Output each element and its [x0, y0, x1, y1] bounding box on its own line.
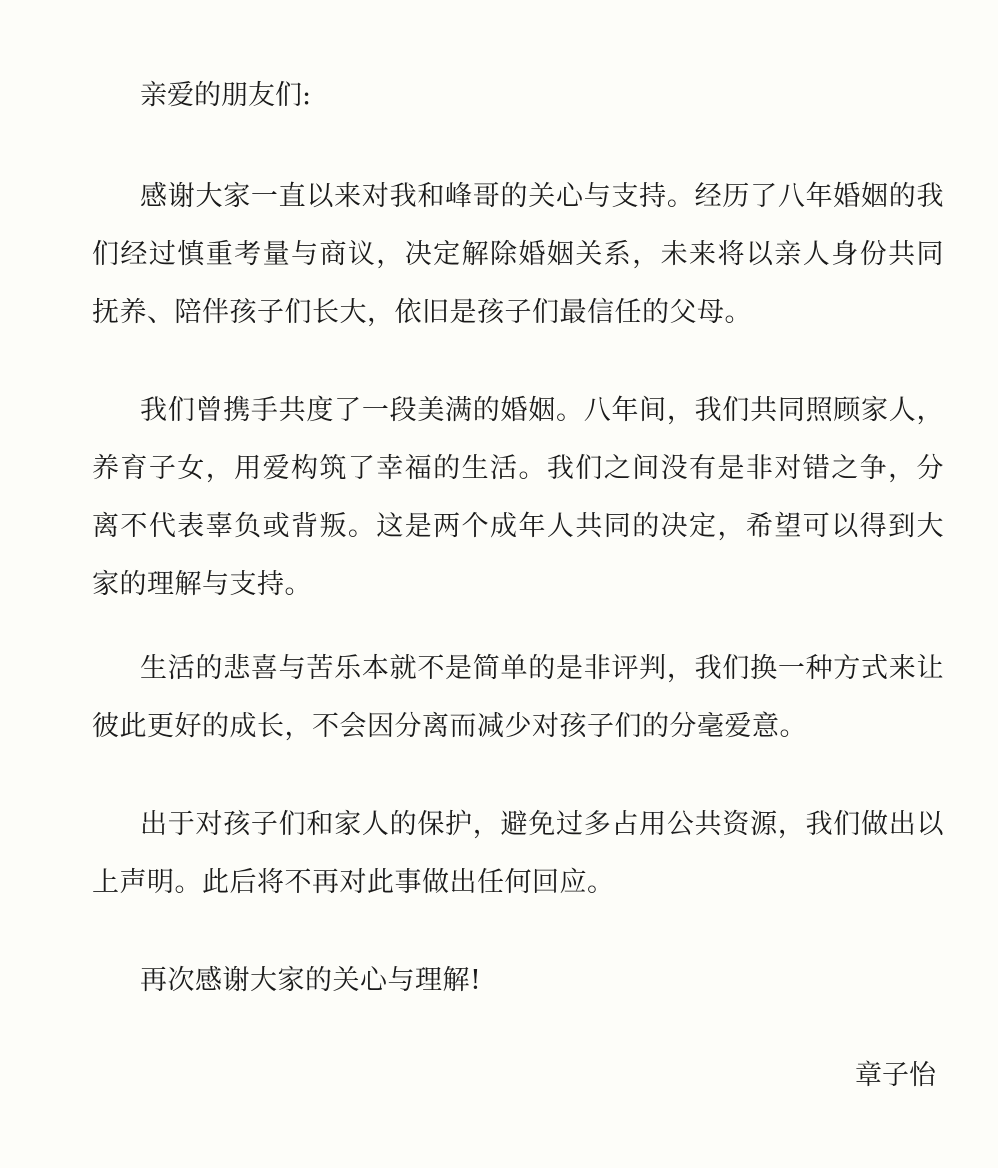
paragraph-1: 感谢大家一直以来对我和峰哥的关心与支持。经历了八年婚姻的我们经过慎重考量与商议，决定解除婚姻关系，未来将以亲人身份共同抚养、陪伴孩子们长大，依旧是孩子们最信任的父母。	[92, 181, 944, 328]
paragraph-4: 出于对孩子们和家人的保护，避免过多占用公共资源，我们做出以上声明。此后将不再对此事做出任何回应。	[92, 809, 944, 898]
signature: 章子怡	[855, 1060, 936, 1091]
paragraph-3: 生活的悲喜与苦乐本就不是简单的是非评判，我们换一种方式来让彼此更好的成长，不会因分离而减少对孩子们的分毫爱意。	[92, 653, 944, 742]
greeting: 亲爱的朋友们:	[140, 80, 312, 111]
paragraph-2: 我们曾携手共度了一段美满的婚姻。八年间，我们共同照顾家人，养育子女，用爱构筑了幸福的生活。我们之间没有是非对错之争，分离不代表辜负或背叛。这是两个成年人共同的决定，希望可以得到大家的理解与支持。	[92, 395, 944, 600]
closing-line: 再次感谢大家的关心与理解!	[140, 965, 482, 996]
